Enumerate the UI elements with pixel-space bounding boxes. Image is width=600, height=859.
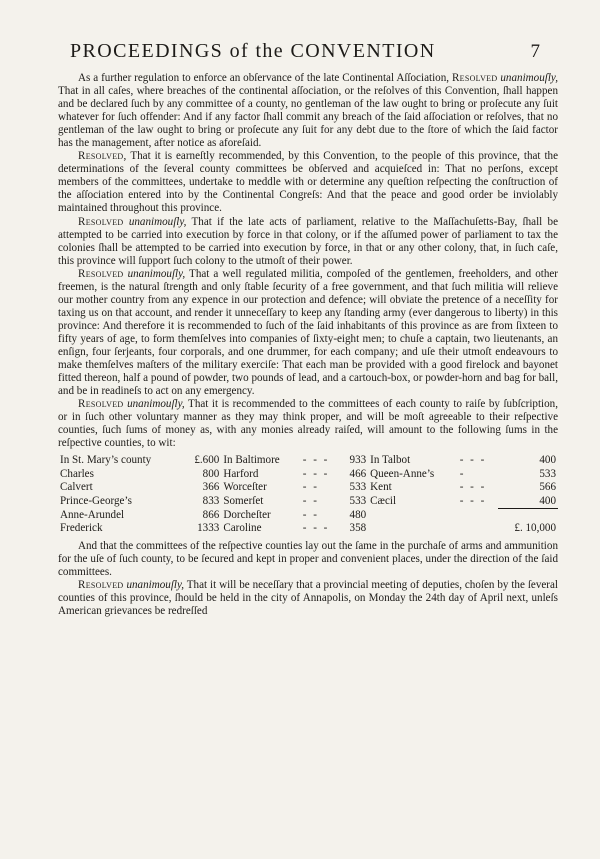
- county-name: In St. Mary’s county: [60, 454, 152, 467]
- leader-dashes: - - -: [302, 454, 330, 467]
- county-name: Frederick: [60, 522, 103, 535]
- county-amount: 566: [539, 481, 556, 494]
- leader-dashes: - - -: [302, 467, 330, 480]
- running-header: [70, 40, 540, 66]
- paragraph-7-text: That it will be neceſſary that a provincial meeting of deputies, choſen by the ſeveral counties of this province, ſhould be held in the city of Annapolis, on Monday the 24th day of April next, unleſs American grievances be redreſſed: [58, 579, 558, 618]
- leader-dashes: -: [459, 467, 466, 480]
- paragraph-3-text: That if the late acts of parliament, relative to the Maſſachuſetts-Bay, ſhall be attempted to be carried into execution by force in that colony, or if the aſſumed power of parliament to tax the colonies ſhall be attempted to be carried into execution by force, in that or any other colony, that, in ſuch caſe, this province will ſupport ſuch colony to the utmoſt of their power.: [58, 215, 558, 267]
- resolved-lead: Resolved: [78, 215, 124, 228]
- county-amount: 933: [349, 454, 367, 467]
- resolved-lead: Resolved: [78, 579, 124, 591]
- paragraph-2-text: That it is earneſtly recommended, by this Convention, to the people of this province, that the determinations of the ſeveral county committees be obſerved and acquieſced in: That no perſons, except members of the committees, undertake to meddle with or determine any queſtion reſpecting the conſtruction of the aſſociation entered into by the Continental Congreſs: And that the peace and good order be inviolably maintained throughout this province.: [58, 150, 558, 215]
- county-name: In Talbot: [370, 454, 411, 467]
- county-name: Calvert: [60, 481, 93, 494]
- county-name: Worceſter: [223, 481, 267, 494]
- table-row: [58, 454, 558, 468]
- resolved-qualifier: unanimouſly,: [127, 398, 185, 411]
- paragraph-6: [58, 540, 558, 579]
- paragraph-7: [58, 579, 558, 618]
- county-amount: 866: [202, 508, 220, 521]
- county-name: Dorcheſter: [223, 508, 271, 521]
- page-body: [58, 72, 558, 618]
- county-sums-table: [58, 454, 558, 536]
- paragraph-6-text: And that the committees of the reſpective counties lay out the ſame in the purchaſe of arms and ammunition for the uſe of ſuch county, to be ſecured and kept in proper and convenient places, under the direction of the ſaid committees.: [58, 539, 558, 578]
- resolved-lead: Resolved: [78, 267, 124, 280]
- table-row: [58, 468, 558, 482]
- county-name: Queen-Anne’s: [370, 467, 435, 480]
- leader-dashes: - -: [302, 494, 319, 507]
- leader-dashes: - - -: [459, 481, 487, 494]
- resolved-lead: Resolved: [451, 72, 498, 84]
- county-amount: 533: [349, 494, 367, 507]
- table-row: [58, 509, 558, 523]
- leader-dashes: - - -: [302, 522, 330, 535]
- county-amount: 533: [539, 467, 556, 480]
- paragraph-1-text: That in all caſes, where breaches of the continental aſſociation, or the reſolves of this Convention, ſhall happen and be declared ſuch by any committee of a county, no gentleman of the law ought to bring or proſecute any ſuit whatever for ſuch offender: And if any factor ſhall commit any breach of the ſaid aſſociation or reſolves, that no gentleman of the law ought to bring or proſecute any ſuit for any debt due to the ſtore of which the ſaid factor has the management, after notice as aforeſaid.: [58, 85, 558, 150]
- paragraph-2: [58, 150, 558, 215]
- resolved-lead: Resolved,: [78, 150, 127, 163]
- county-amount: 480: [349, 508, 367, 521]
- county-amount: 466: [349, 467, 367, 480]
- paragraph-5-text: That it is recommended to the committees of each county to raiſe by ſubſcription, or in ſuch other voluntary manner as they may think proper, and will be moſt agreeable to their reſpective counties, ſuch ſums of money as, with any monies already raiſed, will amount to the following ſums in the reſpective counties, to wit:: [58, 398, 558, 450]
- resolved-qualifier: unanimouſly,: [128, 215, 187, 228]
- leader-dashes: - - -: [459, 454, 487, 467]
- resolved-qualifier: unanimouſly,: [127, 267, 186, 280]
- county-amount: 800: [202, 467, 220, 480]
- resolved-qualifier: unanimouſly,: [126, 579, 185, 591]
- county-name: Anne-Arundel: [60, 508, 125, 521]
- county-amount: £.600: [194, 454, 220, 467]
- county-name: Cæcil: [370, 494, 397, 507]
- leader-dashes: - -: [302, 508, 319, 521]
- leader-dashes: - - -: [459, 494, 487, 507]
- paragraph-4-text: That a well regulated militia, compoſed of the gentlemen, freeholders, and other freemen, is the natural ſtrength and only ſtable ſecurity of a free government, and that ſuch militia will relieve our mother country from any expence in our protection and defence; will obviate the pretence of a neceſſity for taxing us on that account, and render it unneceſſary to keep any ſtanding army (ever dangerous to liberty) in this province: And therefore it is recommended to ſuch of the ſaid inhabitants of this province as are from ſixteen to fifty years of age, to form themſelves into companies of ſixty-eight men; to chuſe a captain, two lieutenants, an enſign, four ſerjeants, four corporals, and one drummer, for each company; and uſe their utmoſt endeavours to make themſelves maſters of the military exerciſe: That each man be provided with a good firelock and bayonet fitted thereon, half a pound of powder, two pounds of lead, and a cartouch-box, or powder-horn and bag for ball, and be in readineſs to act on any emergency.: [58, 267, 558, 398]
- paragraph-4: [58, 268, 558, 398]
- table-row: [58, 495, 558, 509]
- county-name: Harford: [223, 467, 259, 480]
- total-rule: [498, 509, 558, 523]
- resolved-lead: Resolved: [78, 398, 124, 411]
- leader-dashes: - -: [302, 481, 319, 494]
- county-name: Kent: [370, 481, 392, 494]
- county-name: Charles: [60, 467, 94, 480]
- county-amount: 400: [539, 494, 556, 507]
- county-name: Prince-George’s: [60, 494, 132, 507]
- county-amount: 366: [202, 481, 220, 494]
- table-row: [58, 481, 558, 495]
- county-amount: 1333: [197, 522, 220, 535]
- paragraph-5: [58, 398, 558, 450]
- county-name: Caroline: [223, 522, 262, 535]
- county-amount: 400: [539, 454, 556, 467]
- table-row: [58, 522, 558, 536]
- paragraph-1-intro: As a further regulation to enforce an obſervance of the late Continental Aſſociation,: [78, 72, 452, 84]
- page-title: PROCEEDINGS of the CONVENTION: [70, 40, 436, 62]
- paragraph-3: [58, 216, 558, 268]
- county-amount: 358: [349, 522, 367, 535]
- county-amount: 533: [349, 481, 367, 494]
- county-name: Somerſet: [223, 494, 264, 507]
- county-name: In Baltimore: [223, 454, 280, 467]
- paragraph-1: [58, 72, 558, 150]
- resolved-qualifier: unanimouſly,: [500, 72, 558, 84]
- county-amount: 833: [202, 494, 220, 507]
- page-number: 7: [530, 41, 540, 62]
- total-amount: £. 10,000: [514, 522, 556, 535]
